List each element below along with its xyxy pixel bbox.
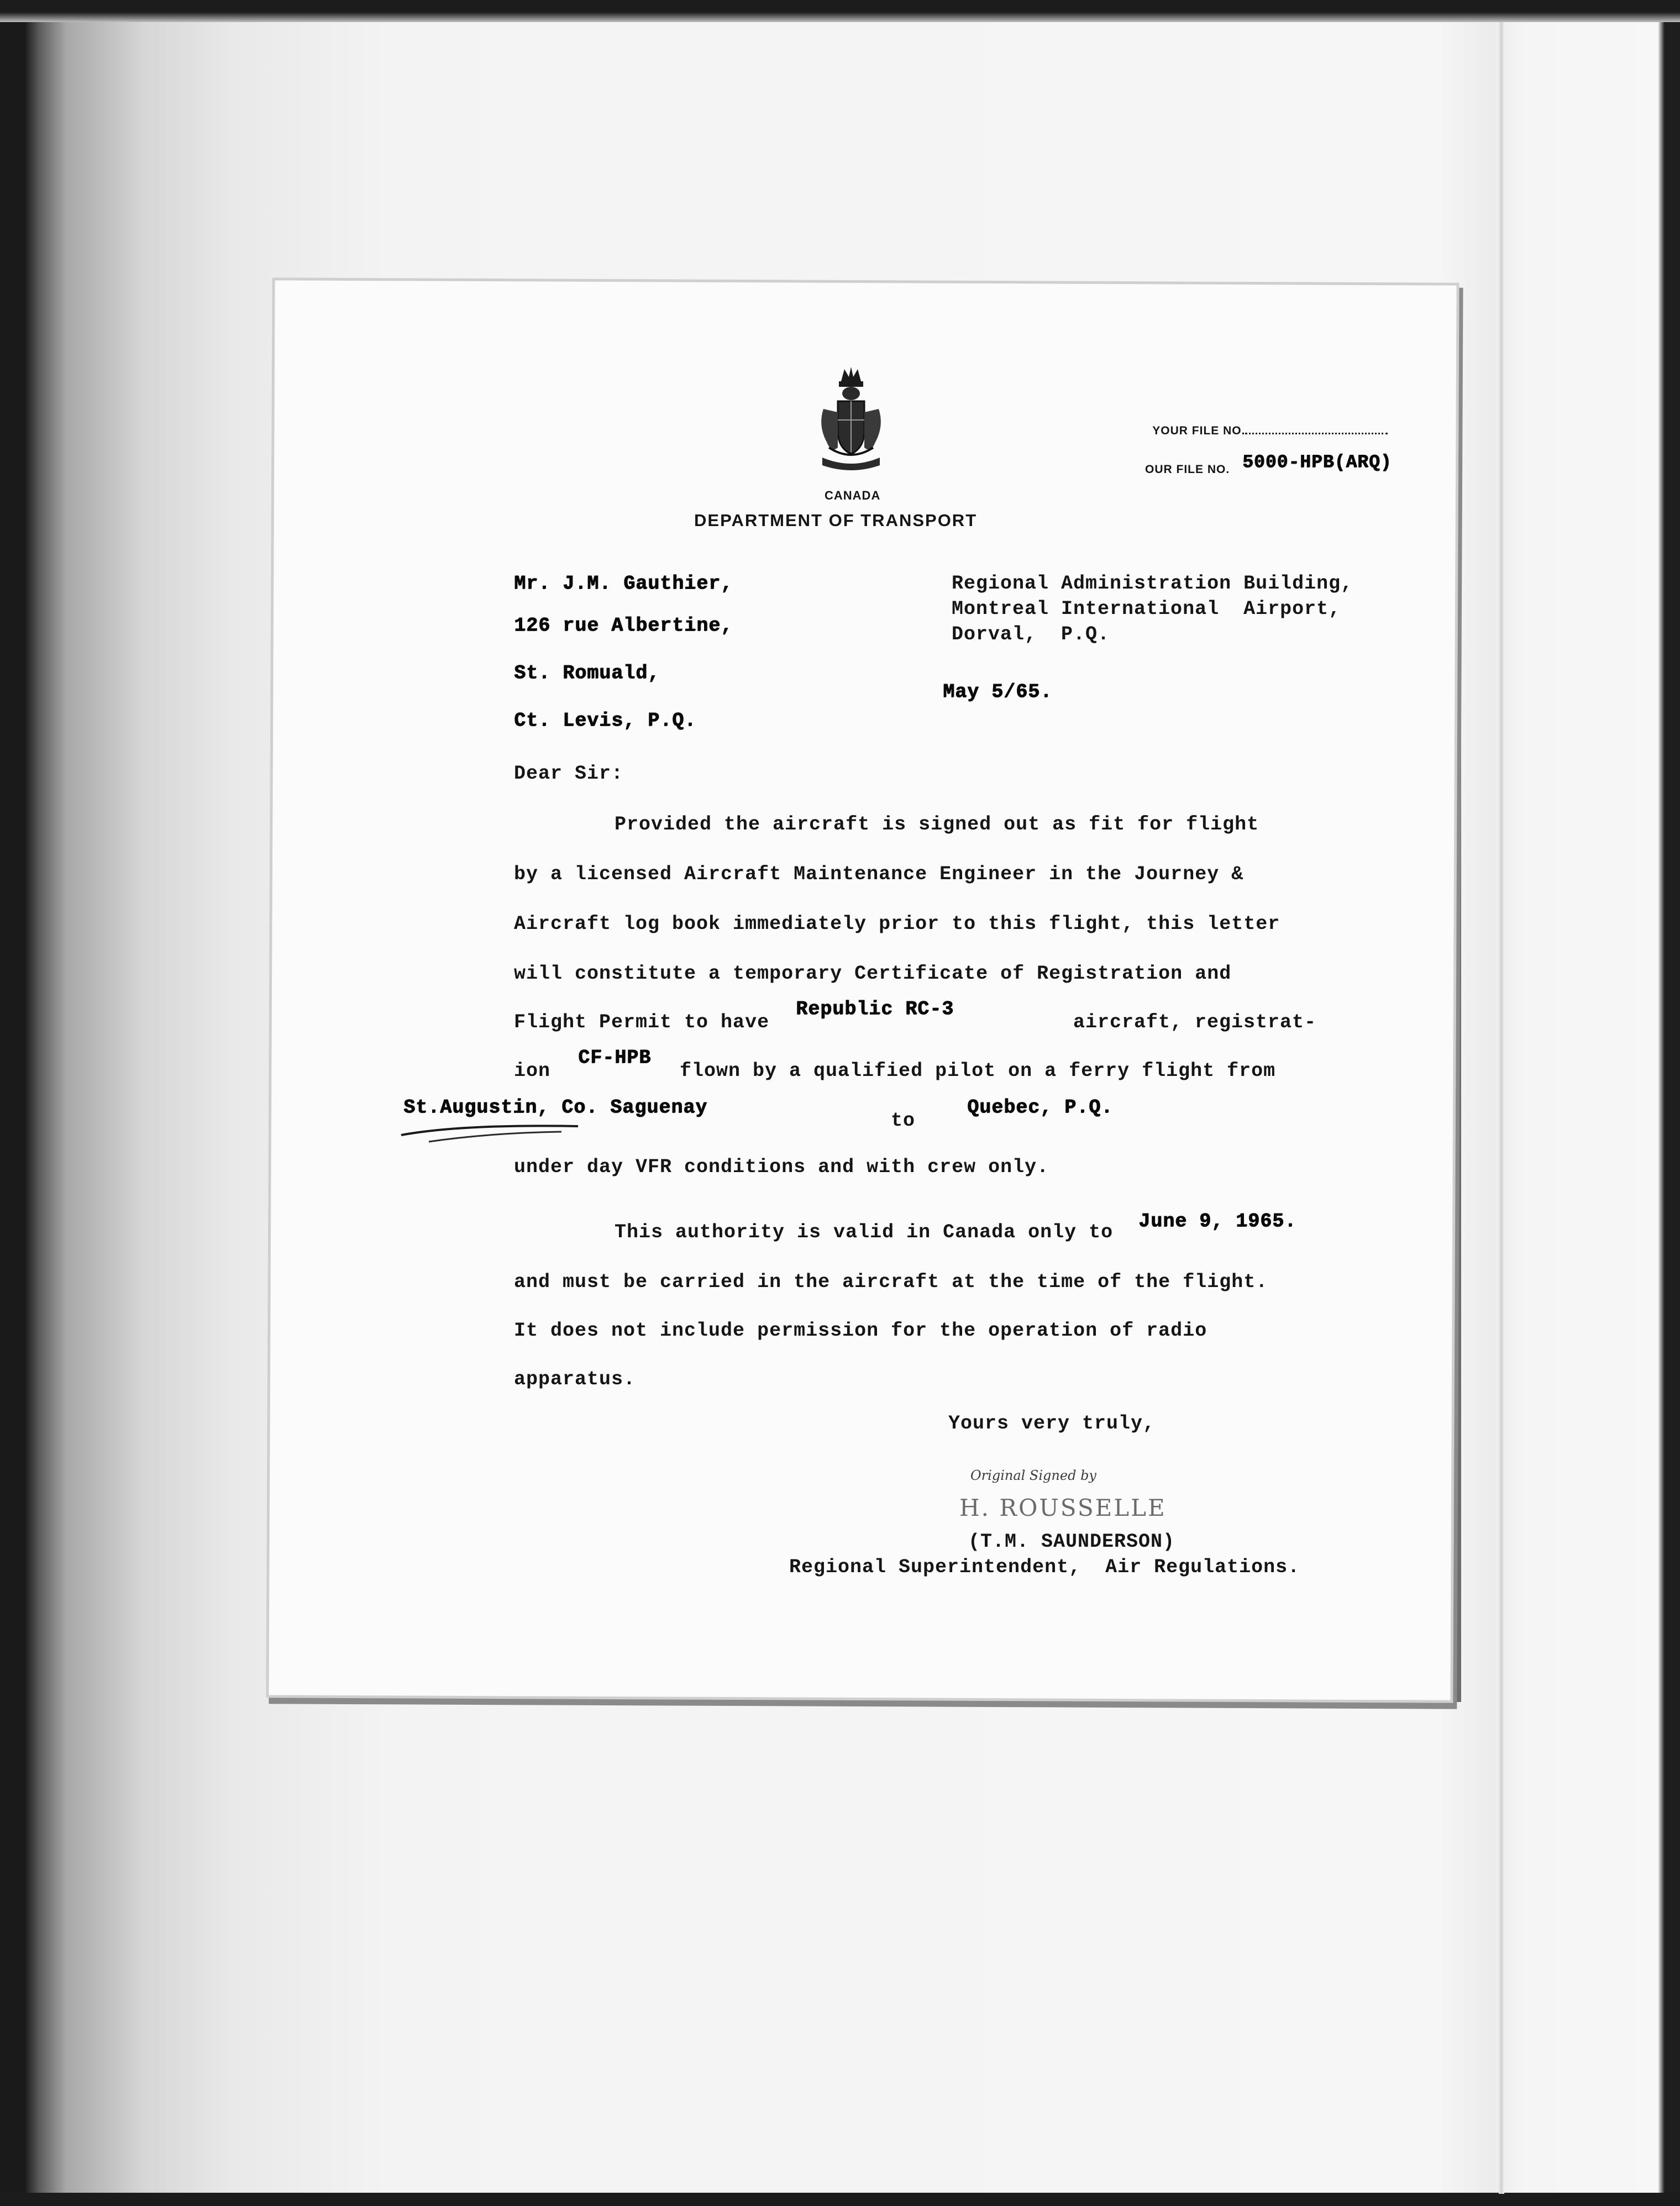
paragraph-1-line-8: under day VFR conditions and with crew only. [514,1156,1049,1178]
recipient-line-2: 126 rue Albertine, [514,614,733,637]
sender-line-2: Montreal International Airport, [952,598,1341,620]
department-title: DEPARTMENT OF TRANSPORT [694,511,978,530]
signatory-name: (T.M. SAUNDERSON) [968,1531,1175,1553]
paragraph-1-line-1: Provided the aircraft is signed out as fit for flight [615,813,1259,836]
recipient-line-4: Ct. Levis, P.Q. [514,710,697,732]
letter-date: May 5/65. [943,681,1053,703]
scan-fold-line [1499,22,1504,2194]
your-file-label-text: YOUR FILE NO. [1152,424,1246,437]
paragraph-1-line-4: will constitute a temporary Certificate of Registration and [514,963,1232,985]
paragraph-1-line-6a: ion [514,1060,551,1082]
destination-place: Quebec, P.Q. [967,1096,1114,1118]
your-file-label [1145,411,1388,438]
paragraph-2-line-3: It does not include permission for the operation of radio [514,1320,1208,1342]
recipient-line-1: Mr. J.M. Gauthier, [514,572,733,595]
signature-stamp-line-1: Original Signed by [970,1468,1096,1483]
aircraft-registration: CF-HPB [578,1047,652,1069]
paragraph-2-line-2: and must be carried in the aircraft at the time of the flight. [514,1271,1268,1293]
recipient-line-3: St. Romuald, [514,662,660,684]
aircraft-type: Republic RC-3 [796,998,954,1020]
sender-line-1: Regional Administration Building, [952,572,1353,595]
paragraph-1-line-6b: flown by a qualified pilot on a ferry flight from [680,1060,1276,1082]
salutation: Dear Sir: [514,763,624,785]
sender-line-3: Dorval, P.Q. [952,623,1110,645]
signatory-title: Regional Superintendent, Air Regulations. [789,1556,1300,1578]
our-file-number: 5000-HPB(ARQ) [1242,452,1392,472]
paragraph-2-line-1: This authority is valid in Canada only to [615,1221,1114,1243]
to-word: to [891,1110,916,1132]
valid-until-date: June 9, 1965. [1138,1210,1297,1232]
country-label: CANADA [825,489,881,502]
paragraph-2-line-4: apparatus. [514,1368,636,1390]
scan-top-edge [0,0,1680,22]
paragraph-1-line-3: Aircraft log book immediately prior to this flight, this letter [514,913,1280,935]
our-file-label: OUR FILE NO. [1145,463,1230,476]
handwritten-underline [396,1118,584,1146]
your-file-blank-line [1245,433,1388,434]
scan-bottom-edge [0,2193,1680,2206]
paragraph-1-line-5a: Flight Permit to have [514,1011,770,1033]
departure-place: St.Augustin, Co. Saguenay [403,1096,708,1118]
paragraph-1-line-2: by a licensed Aircraft Maintenance Engineer in the Journey & [514,863,1244,885]
signature-stamp-line-2: H. ROUSSELLE [959,1494,1167,1521]
coat-of-arms-icon [812,365,890,475]
paragraph-1-line-5b: aircraft, registrat- [1073,1011,1317,1033]
closing: Yours very truly, [948,1412,1156,1435]
